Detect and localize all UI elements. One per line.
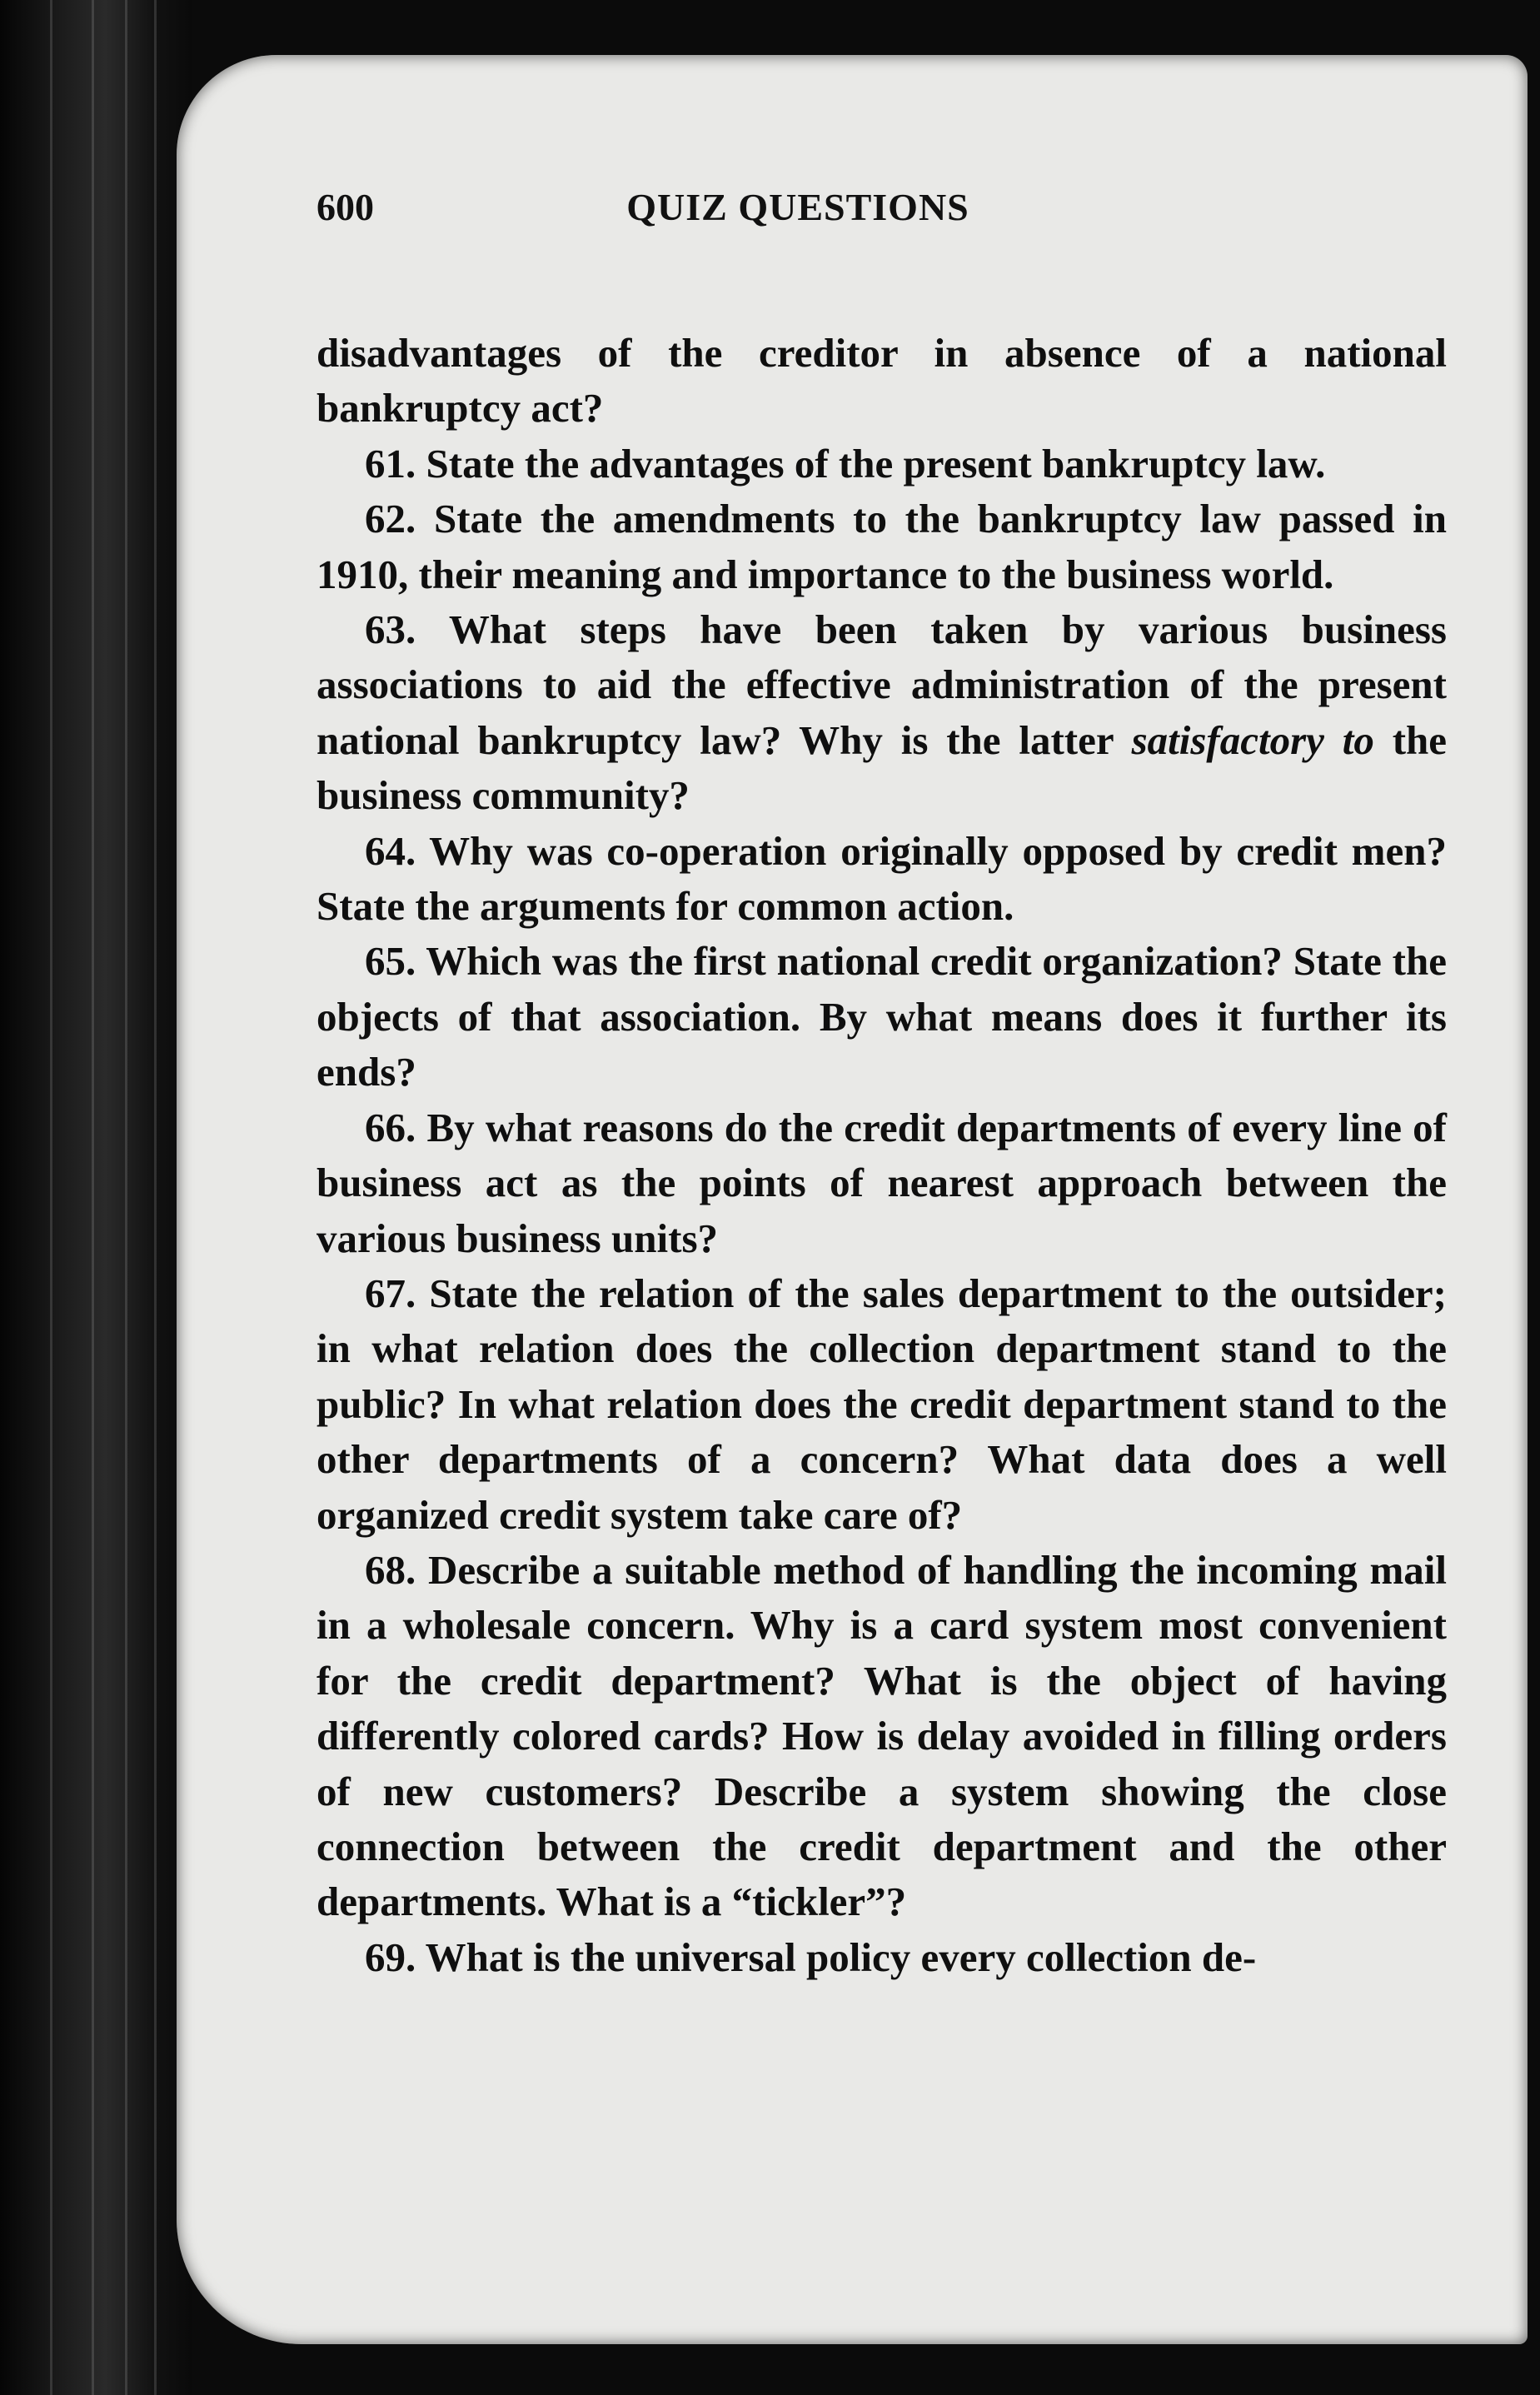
page-header <box>316 185 1279 252</box>
book-page <box>177 55 1528 2344</box>
question-number: 63. <box>365 606 416 653</box>
question-66 <box>316 1100 1447 1266</box>
paragraph-text: disadvantages of the creditor in absence of a national bankruptcy act? <box>316 330 1447 432</box>
question-number: 68. <box>365 1546 416 1593</box>
question-text: What is the universal policy every collection de- <box>425 1933 1257 1980</box>
question-number: 61. <box>365 440 416 486</box>
spine-stripe <box>154 0 157 2395</box>
question-text-after: the business community? <box>316 716 1448 819</box>
question-text: Why was co-operation originally opposed by credit men? State the arguments for common action. <box>316 827 1447 930</box>
question-italic-text: satisfactory to <box>1131 716 1374 763</box>
spine-stripe <box>125 0 127 2395</box>
question-text: What steps have been taken by various business associations to aid the effective administration of the present national bankruptcy law? Why is the latter <box>316 606 1447 763</box>
question-69 <box>316 1930 1447 1985</box>
spine-stripe <box>92 0 94 2395</box>
question-number: 66. <box>365 1104 416 1150</box>
question-number: 69. <box>365 1933 416 1980</box>
question-number: 67. <box>365 1270 416 1316</box>
question-number: 62. <box>365 496 416 542</box>
page-number: 600 <box>316 186 374 228</box>
question-text: State the relation of the sales department to the outsider; in what relation does the collection department stand to the public? In what relation does the credit department stand to the other departments of a concern? What data does a well organized credit system take care of? <box>316 1270 1448 1538</box>
question-61 <box>316 437 1447 491</box>
question-65 <box>316 934 1447 1100</box>
question-63 <box>316 602 1447 824</box>
running-title: QUIZ QUESTIONS <box>626 186 969 228</box>
body-text <box>316 326 1447 1985</box>
question-text: State the advantages of the present bankruptcy law. <box>426 440 1326 486</box>
question-62 <box>316 491 1447 602</box>
question-number: 65. <box>365 938 416 985</box>
question-text: By what reasons do the credit departments of every line of business act as the points of nearest approach between the various business units? <box>316 1104 1447 1261</box>
book-spine <box>0 0 192 2395</box>
spine-stripe <box>50 0 52 2395</box>
question-text: Which was the first national credit organization? State the objects of that association. By what means does it further its ends? <box>316 938 1447 1095</box>
question-text: State the amendments to the bankruptcy law passed in 1910, their meaning and importance to the business world. <box>316 496 1448 597</box>
question-text: Describe a suitable method of handling the incoming mail in a wholesale concern. Why is a card system most convenient for the credit department? What is the object of having differently colored cards? How is delay avoided in filling orders of new customers? Describe a system showing the close connection between the credit department and the other departments. What is a “tickler”? <box>316 1546 1447 1925</box>
question-number: 64. <box>365 827 416 874</box>
question-68 <box>316 1543 1447 1930</box>
question-64 <box>316 824 1447 935</box>
paragraph-continuation <box>316 326 1447 437</box>
question-67 <box>316 1266 1447 1543</box>
